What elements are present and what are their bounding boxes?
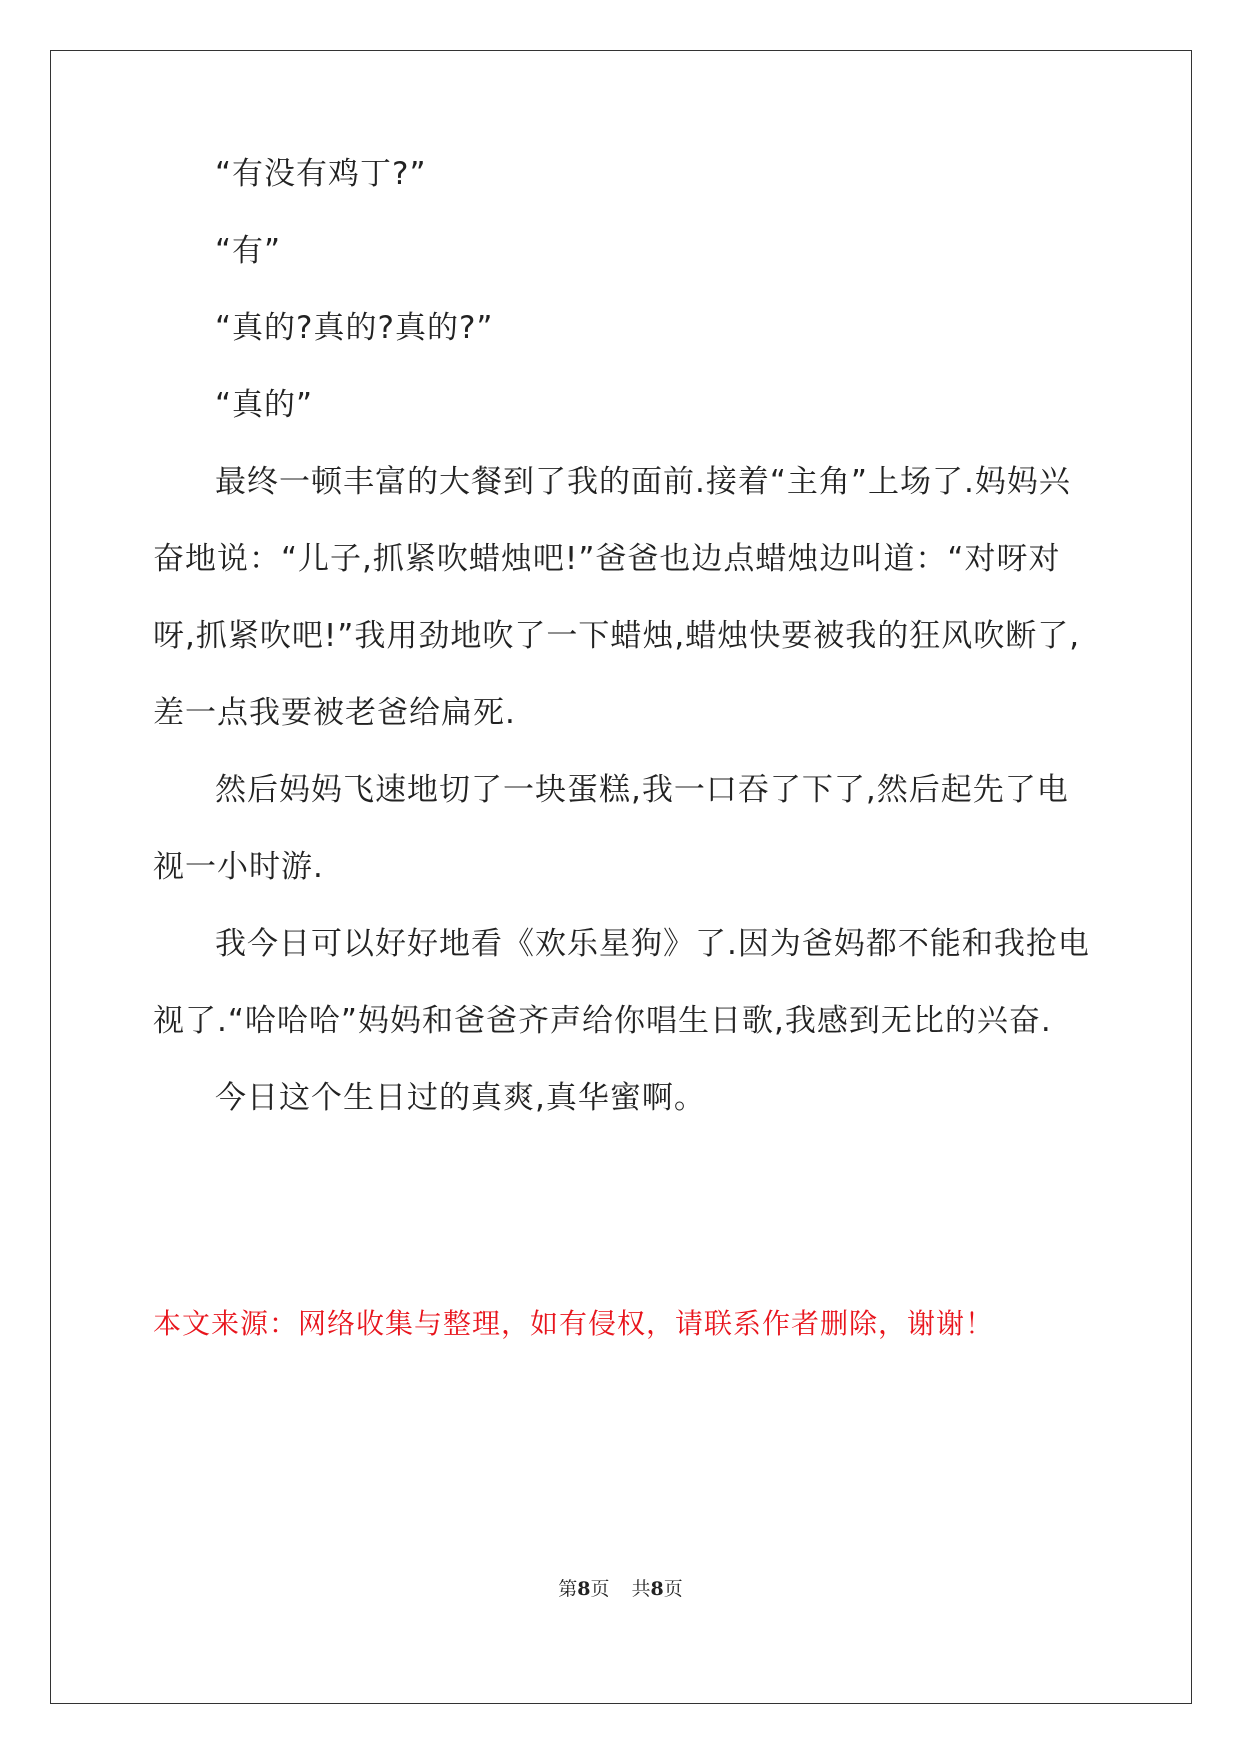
body-paragraph-tv: 我今日可以好好地看《欢乐星狗》了.因为爸妈都不能和我抢电视了.“哈哈哈”妈妈和爸爸齐声给你唱生日歌,我感到无比的兴奋.	[153, 926, 1090, 1039]
footer-page-number: 8	[577, 1578, 591, 1600]
dialogue-line-3: “真的?真的?真的?”	[215, 310, 494, 346]
dialogue-line-1: “有没有鸡丁?”	[215, 156, 427, 192]
footer-page-word: 页	[590, 1578, 610, 1600]
dialogue-line-2: “有”	[215, 233, 282, 269]
footer-total-pages: 8	[650, 1578, 664, 1600]
page-footer	[0, 1574, 1241, 1601]
body-paragraph-cake: 然后妈妈飞速地切了一块蛋糕,我一口吞了下了,然后起先了电视一小时游.	[153, 772, 1069, 885]
dialogue-line-4: “真的”	[215, 387, 314, 423]
footer-page-prefix: 第	[558, 1578, 578, 1600]
footer-total-word: 页	[663, 1578, 683, 1600]
body-paragraph-dinner: 最终一顿丰富的大餐到了我的面前.接着“主角”上场了.妈妈兴奋地说：“儿子,抓紧吹蜡烛吧!”爸爸也边点蜡烛边叫道：“对呀对呀,抓紧吹吧!”我用劲地吹了一下蜡烛,蜡烛快要被我的狂风吹断了,差一点我要被老爸给扁死.	[153, 464, 1081, 731]
footer-total-prefix: 共	[631, 1578, 651, 1600]
body-paragraph-closing: 今日这个生日过的真爽,真华蜜啊。	[215, 1080, 706, 1116]
source-disclaimer: 本文来源：网络收集与整理，如有侵权，请联系作者删除，谢谢！	[153, 1307, 995, 1340]
